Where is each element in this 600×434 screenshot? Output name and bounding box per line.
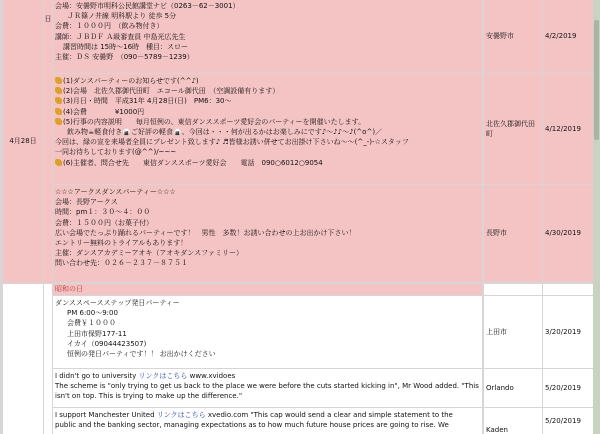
- place-label: Orlando: [486, 383, 514, 392]
- weekday-label: 日: [44, 15, 52, 23]
- event-posted: [543, 284, 593, 295]
- event-row-5-body: [53, 296, 482, 368]
- event-place: [484, 369, 542, 407]
- place-label: Kaden: [486, 426, 508, 434]
- scrollbar-thumb[interactable]: [594, 20, 599, 140]
- comment-pre: I support Manchester United: [55, 411, 157, 419]
- row2-line: [55, 107, 480, 117]
- row3-line: ☆☆☆アークスダンスパーティー☆☆☆: [55, 188, 176, 196]
- row5-line: ダンススペースステップ発日パーティー: [55, 299, 180, 307]
- comment-cont: The scheme is "only trying to get us back to the place we were before the cuts started kicking in", Mr Wood added. "This isn't on top. This is trying to make up the difference.": [55, 382, 479, 401]
- posted-date: 5/20/2019: [545, 416, 581, 425]
- row1-line: 講師：ＪＢＤＦ Ａ級審査員 中島光広先生: [55, 32, 186, 41]
- place-label: 上田市: [486, 327, 507, 336]
- hand-icon: [55, 118, 62, 125]
- row2-text: (1)ダンスパーティーのお知らせです(^^♪): [63, 77, 199, 85]
- hand-icon: [55, 108, 62, 115]
- row2-line: [55, 86, 480, 96]
- row2-text: (3)月日・時間 平成31年 4月28日(日) PM6：30～: [63, 97, 232, 106]
- comment-link[interactable]: リンクはこちら: [156, 411, 206, 419]
- row3-line: 主催：ダンスアカデミーアオキ（アオキダンスファミリー）: [55, 249, 243, 258]
- weekday-cell: [44, 284, 52, 434]
- weekday-cell: [44, 0, 52, 283]
- row2-line: [55, 76, 480, 86]
- place-label: 安曇野市: [486, 32, 514, 41]
- row5-line: イカイ（09044423507): [67, 339, 147, 348]
- row3-line: 会場：長野アークス: [55, 198, 118, 207]
- comment-post: xvedio.com "This cap would send a clear and simple statement to the: [205, 411, 453, 419]
- event-row-2-body: [53, 74, 482, 184]
- event-place: [484, 0, 542, 73]
- row2-line: 今回は、緑の宣を来場者全員にプレゼント致します♪ ♬皆様お誘い併せてお出掛け下さいね～～(^_-)-☆スタッフ: [55, 138, 409, 147]
- posted-date: 4/2/2019: [545, 32, 577, 41]
- row2-line: 飲み物☕軽食付き🍙ご好評の軽食🍙、今回は・・・何が出るかはお楽しみにです♪～♪♪～♪(^o^)／: [67, 128, 383, 137]
- row3-line: 問い合わせ先：０２６－２３７－８７５１: [55, 259, 188, 268]
- event-place: [484, 408, 542, 434]
- place-label: 北佐久郡御代田町: [486, 119, 535, 138]
- posted-date: 4/30/2019: [545, 229, 581, 238]
- event-posted: [543, 74, 593, 184]
- row1-line: 会費：１０００円 （飲み物付き）: [55, 22, 164, 31]
- hand-icon: [55, 97, 62, 104]
- comment-row-2-body: [53, 408, 482, 434]
- comment-post: www.xvidoes: [187, 372, 236, 380]
- row1-line: 主催：ＤＳ 安曇野 （090－5789－1239）: [55, 53, 194, 62]
- date-label: 4月28日: [9, 137, 37, 146]
- row2-line: 一同お待ちしております(@^^)/~~~: [55, 148, 177, 157]
- row1-line: 講習時間は 15時～16時 種目：スロー: [63, 42, 189, 51]
- event-place: [484, 74, 542, 184]
- posted-date: 3/20/2019: [545, 327, 581, 336]
- event-posted: [543, 185, 593, 282]
- hand-icon: [55, 159, 62, 166]
- row5-line: PM 6:00～9:00: [67, 309, 118, 318]
- row5-line: 会費￥１０００: [67, 319, 116, 328]
- row5-line: 上田市保野177-11: [67, 329, 127, 338]
- comment-link[interactable]: リンクはこちら: [138, 372, 188, 380]
- comment-text: [55, 371, 480, 381]
- event-posted: [543, 408, 593, 434]
- row3-line: 時間：pm１：３０～４：００: [55, 208, 151, 217]
- holiday-label: 昭和の日: [55, 285, 83, 293]
- event-row-1-body: [53, 0, 482, 73]
- row2-text: (4)会費 ¥1000円: [63, 107, 145, 116]
- holiday-heading: [53, 284, 482, 295]
- event-place: [484, 185, 542, 282]
- hand-icon: [55, 77, 62, 84]
- row2-line: [55, 117, 480, 127]
- posted-date: 5/20/2019: [545, 383, 581, 392]
- row2-text: (6)主催者、問合せ先 東信ダンススポーツ愛好会 電話 090○6012○9054: [63, 158, 323, 167]
- row2-line: [55, 158, 480, 168]
- row3-line: 広い会場でたっぷり踊れるパーティーです！ 男性 多数！お誘い合わせの上お出かけ下さい！: [55, 228, 356, 237]
- event-posted: [543, 296, 593, 368]
- event-row-3-body: [53, 185, 482, 282]
- comment-row-1-body: [53, 369, 482, 407]
- hand-icon: [55, 87, 62, 94]
- event-posted: [543, 0, 593, 73]
- comment-pre: I didn't go to university: [55, 372, 139, 380]
- row3-line: 会費：１５００円（お菓子付）: [55, 218, 153, 227]
- row1-line: ＪＲ篠ノ井線 明科駅より 徒歩 5分: [67, 12, 177, 21]
- place-label: 長野市: [486, 229, 507, 238]
- comment-cont: public and the banking sector, managing expectations as to how much future house prices are going to rise. We: [55, 421, 449, 430]
- row2-text: (5)行事の内容説明 毎月恒例の、東信ダンススポーツ愛好会のパーティーを開催いたします。: [63, 117, 366, 126]
- event-posted: [543, 369, 593, 407]
- row5-line: 恒例の発日パーティです！！ お出かけください: [67, 350, 216, 359]
- row2-line: [55, 96, 480, 106]
- vertical-scrollbar[interactable]: [593, 0, 600, 434]
- event-place: [484, 296, 542, 368]
- event-place: [484, 284, 542, 295]
- date-cell: [3, 0, 43, 283]
- row2-text: (2)会場 北佐久郡御代田町 エコール御代田 （空調設備有ります）: [63, 87, 280, 96]
- date-cell: [3, 284, 43, 434]
- row1-line: 会場：安曇野市明科公民館講堂ナビ（0263－62－3001）: [55, 2, 240, 10]
- comment-text: [55, 410, 480, 420]
- posted-date: 4/12/2019: [545, 124, 581, 133]
- row3-line: エントリー無料のトライアルもあります！: [55, 239, 188, 248]
